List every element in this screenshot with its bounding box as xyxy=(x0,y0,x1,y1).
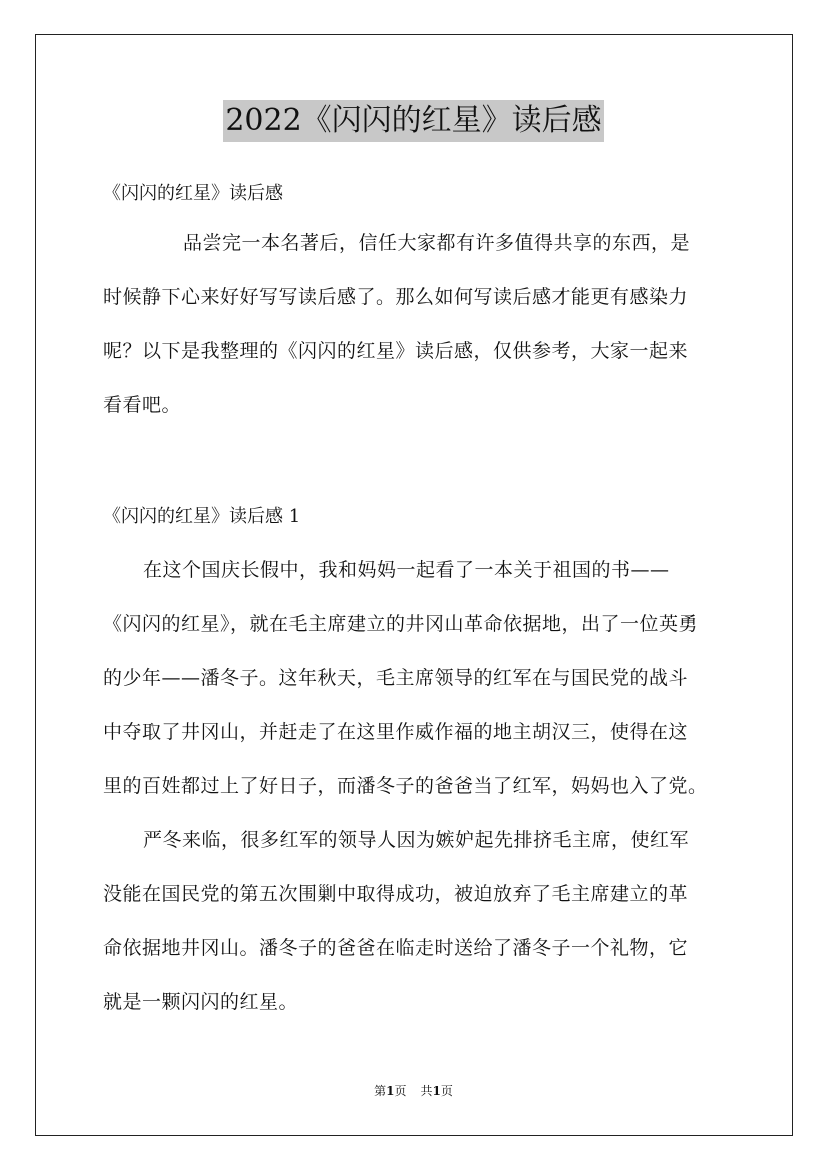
document-body xyxy=(103,172,727,1029)
total-pages: 1 xyxy=(432,1084,441,1098)
document-title: 2022《闪闪的红星》读后感 xyxy=(223,100,603,142)
intro-line: 品尝完一本名著后，信任大家都有许多值得共享的东西，是 xyxy=(183,232,691,254)
total-label-suffix: 页 xyxy=(440,1084,453,1098)
section-heading: 《闪闪的红星》读后感 1 xyxy=(103,506,301,527)
paragraph-line: 就是一颗闪闪的红星。 xyxy=(103,991,299,1013)
paragraph-1 xyxy=(103,543,727,813)
paragraph-line: 《闪闪的红星》，就在毛主席建立的井冈山革命依据地，出了一位英勇 xyxy=(103,613,699,635)
paragraph-line: 的少年——潘冬子。这年秋天，毛主席领导的红军在与国民党的战斗 xyxy=(103,667,689,689)
document-subtitle: 《闪闪的红星》读后感 xyxy=(103,183,283,204)
page-number: 1 xyxy=(386,1084,395,1098)
section-gap xyxy=(103,432,727,495)
total-label-prefix: 共 xyxy=(420,1084,433,1098)
paragraph-line: 没能在国民党的第五次围剿中取得成功，被迫放弃了毛主席建立的革 xyxy=(103,883,689,905)
intro-line: 看看吧。 xyxy=(103,394,182,416)
paragraph-line: 里的百姓都过上了好日子，而潘冬子的爸爸当了红军，妈妈也入了党。 xyxy=(103,775,708,797)
page-footer xyxy=(0,1082,827,1100)
paragraph-line: 中夺取了井冈山，并赶走了在这里作威作福的地主胡汉三，使得在这 xyxy=(103,721,689,743)
paragraph-line: 命依据地井冈山。潘冬子的爸爸在临走时送给了潘冬子一个礼物，它 xyxy=(103,937,689,959)
intro-paragraph xyxy=(103,216,727,432)
paragraph-2 xyxy=(103,813,727,1029)
intro-line: 时候静下心来好好写写读后感了。那么如何写读后感才能更有感染力 xyxy=(103,286,689,308)
paragraph-line: 严冬来临，很多红军的领导人因为嫉妒起先排挤毛主席，使红军 xyxy=(143,829,690,851)
page-label-suffix: 页 xyxy=(394,1084,407,1098)
intro-line: 呢？以下是我整理的《闪闪的红星》读后感，仅供参考，大家一起来 xyxy=(103,340,689,362)
page-label-prefix: 第 xyxy=(374,1084,387,1098)
title-container xyxy=(0,100,827,142)
paragraph-line: 在这个国庆长假中，我和妈妈一起看了一本关于祖国的书—— xyxy=(143,559,670,581)
